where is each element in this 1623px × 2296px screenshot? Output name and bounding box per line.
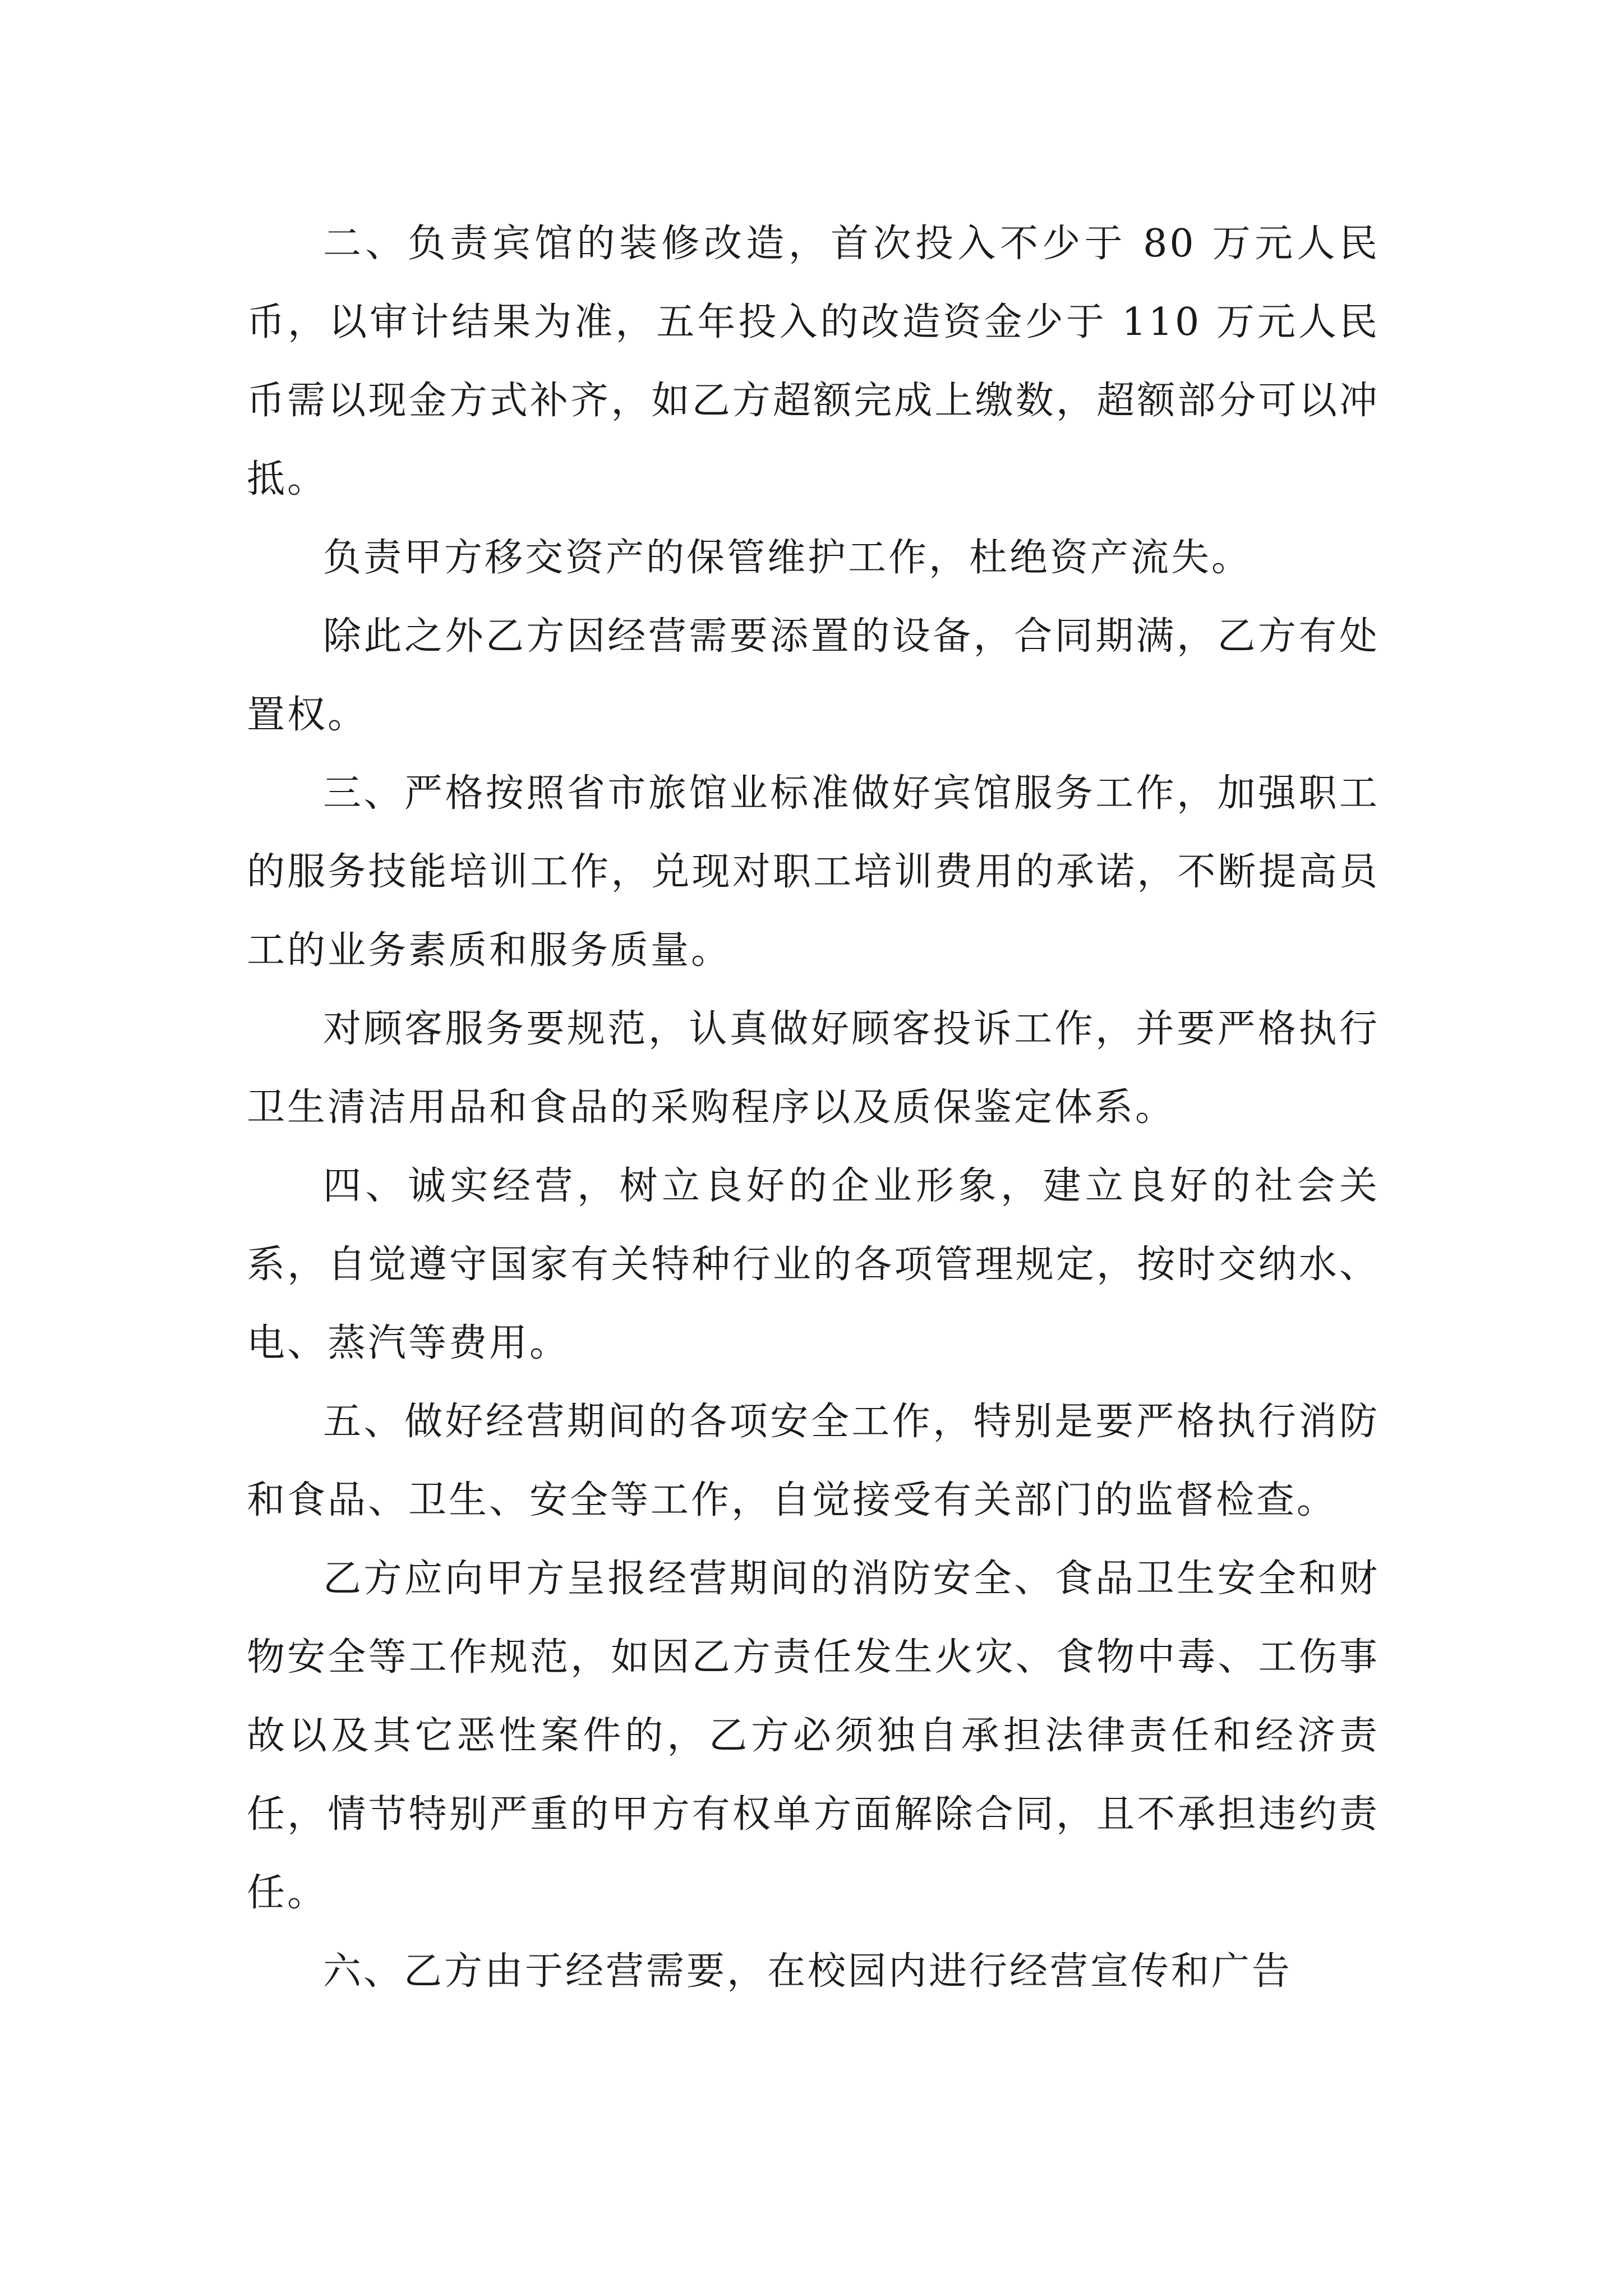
paragraph-advertising: 六、乙方由于经营需要，在校园内进行经营宣传和广告 [323,1949,1293,1994]
document-body [247,205,1380,2011]
paragraph-equipment-disposal: 除此之外乙方因经营需要添置的设备，合同期满，乙方有处置权。 [247,614,1380,737]
paragraph-service-standards: 三、严格按照省市旅馆业标准做好宾馆服务工作，加强职工的服务技能培训工作，兑现对职工培训费用的承诺，不断提高员工的业务素质和服务质量。 [247,771,1380,973]
paragraph-safety-work: 五、做好经营期间的各项安全工作，特别是要严格执行消防和食品、卫生、安全等工作，自觉接受有关部门的监督检查。 [247,1400,1380,1522]
paragraph-renovation: 二、负责宾馆的装修改造，首次投入不少于 80 万元人民币，以审计结果为准，五年投入的改造资金少于 110 万元人民币需以现金方式补齐，如乙方超额完成上缴数，超额部分可以冲抵。 [247,222,1380,501]
paragraph-customer-service: 对顾客服务要规范，认真做好顾客投诉工作，并要严格执行卫生清洁用品和食品的采购程序以及质保鉴定体系。 [247,1007,1380,1130]
paragraph-liability: 乙方应向甲方呈报经营期间的消防安全、食品卫生安全和财物安全等工作规范，如因乙方责任发生火灾、食物中毒、工伤事故以及其它恶性案件的，乙方必须独自承担法律责任和经济责任，情节特别严重的甲方有权单方面解除合同，且不承担违约责任。 [247,1557,1380,1915]
paragraph-honest-operation: 四、诚实经营，树立良好的企业形象，建立良好的社会关系，自觉遵守国家有关特种行业的各项管理规定，按时交纳水、电、蒸汽等费用。 [247,1164,1380,1365]
paragraph-asset-custody: 负责甲方移交资产的保管维护工作，杜绝资产流失。 [323,536,1252,580]
